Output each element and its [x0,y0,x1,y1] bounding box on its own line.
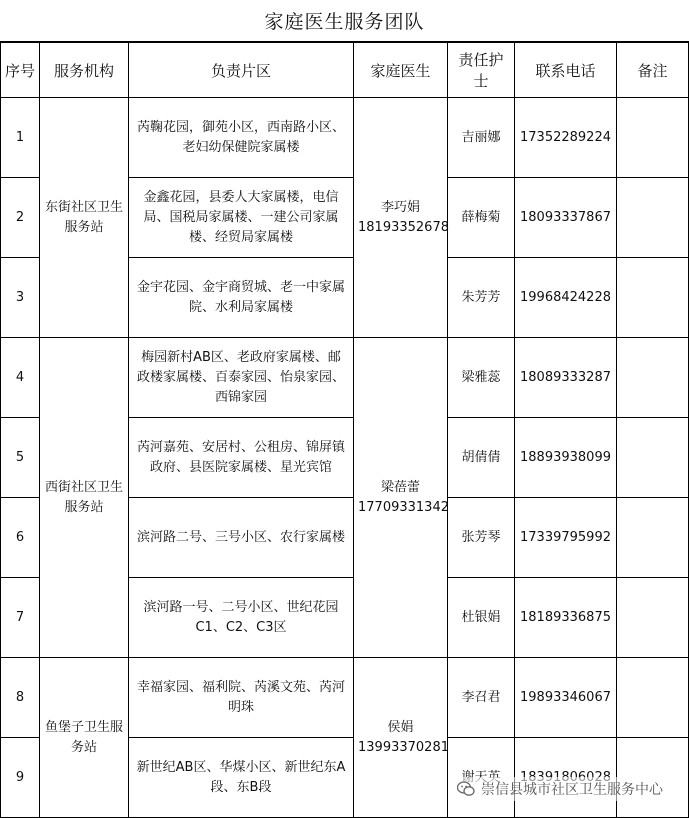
seq-cell: 3 [1,258,40,338]
header-area: 负责片区 [129,43,354,98]
seq-cell: 2 [1,178,40,258]
doctor-phone: 17709331342 [358,499,449,515]
nurse-cell: 杜银娟 [448,578,515,658]
nurse-cell: 李召君 [448,658,515,738]
header-nurse: 责任护士 [448,43,515,98]
header-org: 服务机构 [40,43,129,98]
note-cell [617,178,689,258]
page-title: 家庭医生服务团队 [0,0,689,42]
doctor-name: 李巧娟 [380,199,420,215]
area-cell: 芮河嘉苑、安居村、公租房、锦屏镇政府、县医院家属楼、星光宾馆 [129,418,354,498]
table-row [1,338,689,418]
seq-cell: 8 [1,658,40,738]
note-cell [617,338,689,418]
area-cell: 梅园新村AB区、老政府家属楼、邮政楼家属楼、百泰家园、怡泉家园、西锦家园 [129,338,354,418]
phone-cell: 18089333287 [515,338,617,418]
phone-cell: 18893938099 [515,418,617,498]
header-seq: 序号 [1,43,40,98]
doctor-name: 侯娟 [387,719,414,735]
note-cell [617,418,689,498]
doctor-cell [354,98,448,338]
doctor-cell [354,658,448,818]
phone-cell: 19893346067 [515,658,617,738]
area-cell: 芮鞠花园，御苑小区，西南路小区、老妇幼保健院家属楼 [129,98,354,178]
note-cell [617,498,689,578]
service-team-table [0,42,689,818]
doctor-phone: 13993370281 [358,739,449,755]
header-row [1,43,689,98]
phone-cell: 19968424228 [515,258,617,338]
note-cell [617,258,689,338]
nurse-cell: 胡倩倩 [448,418,515,498]
doctor-name: 梁蓓蕾 [380,479,420,495]
phone-cell: 18093337867 [515,178,617,258]
header-note: 备注 [617,43,689,98]
note-cell [617,98,689,178]
seq-cell: 1 [1,98,40,178]
org-cell: 鱼堡子卫生服务站 [40,658,129,818]
org-cell: 东街社区卫生服务站 [40,98,129,338]
nurse-cell: 薛梅菊 [448,178,515,258]
area-cell: 幸福家园、福利院、芮溪文苑、芮河明珠 [129,658,354,738]
nurse-cell: 吉丽娜 [448,98,515,178]
doctor-phone: 18193352678 [358,219,449,235]
seq-cell: 7 [1,578,40,658]
doctor-cell [354,338,448,658]
note-cell [617,658,689,738]
header-doctor: 家庭医生 [354,43,448,98]
phone-cell: 18189336875 [515,578,617,658]
nurse-cell: 梁雅蕊 [448,338,515,418]
table-row [1,98,689,178]
phone-cell: 17352289224 [515,98,617,178]
watermark-text: 崇信县城市社区卫生服务中心 [481,782,663,798]
watermark [453,777,667,801]
area-cell: 滨河路二号、三号小区、农行家属楼 [129,498,354,578]
org-cell: 西街社区卫生服务站 [40,338,129,658]
seq-cell: 9 [1,738,40,818]
table-row [1,658,689,738]
seq-cell: 5 [1,418,40,498]
phone-cell: 17339795992 [515,498,617,578]
header-phone: 联系电话 [515,43,617,98]
seq-cell: 6 [1,498,40,578]
nurse-cell: 朱芳芳 [448,258,515,338]
wechat-icon [457,781,475,797]
area-cell: 金鑫花园，县委人大家属楼，电信局、国税局家属楼、一建公司家属楼、经贸局家属楼 [129,178,354,258]
note-cell [617,578,689,658]
area-cell: 新世纪AB区、华煤小区、新世纪东A段、东B段 [129,738,354,818]
nurse-cell: 张芳琴 [448,498,515,578]
area-cell: 金宇花园、金宇商贸城、老一中家属院、水利局家属楼 [129,258,354,338]
area-cell: 滨河路一号、二号小区、世纪花园C1、C2、C3区 [129,578,354,658]
seq-cell: 4 [1,338,40,418]
